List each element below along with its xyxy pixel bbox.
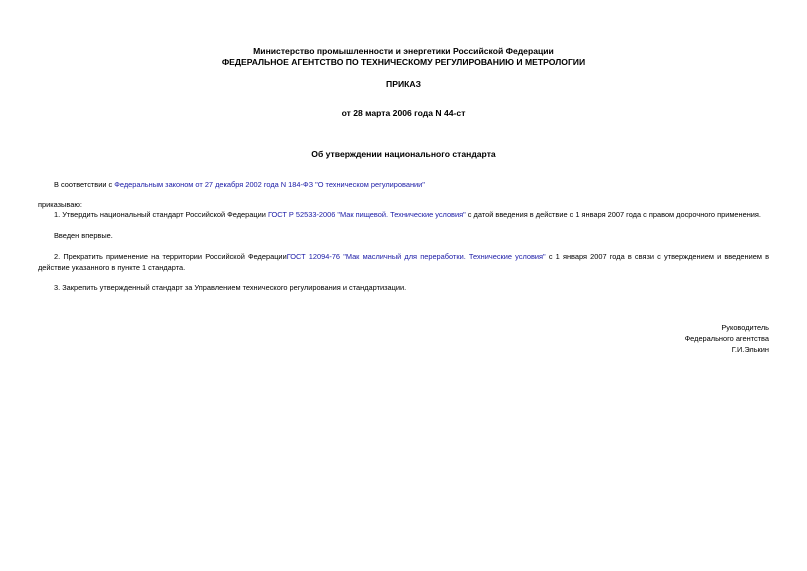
ministry-heading: Министерство промышленности и энергетики Российской Федерации <box>253 46 554 56</box>
item-1-prefix: 1. Утвердить национальный стандарт Российской Федерации <box>54 210 268 219</box>
item-2-prefix: 2. Прекратить применение на территории Российской Федерации <box>54 252 287 261</box>
intro-paragraph <box>54 180 425 190</box>
signature-name: Г.И.Элькин <box>731 345 769 354</box>
item-2-paragraph <box>38 251 769 273</box>
agency-heading: ФЕДЕРАЛЬНОЕ АГЕНТСТВО ПО ТЕХНИЧЕСКОМУ РЕГУЛИРОВАНИЮ И МЕТРОЛОГИИ <box>221 57 586 67</box>
gost-12094-link[interactable]: ГОСТ 12094-76 "Мак масличный для переработки. Технические условия" <box>286 252 546 261</box>
item-3-paragraph: 3. Закрепить утвержденный стандарт за Управлением технического регулирования и стандартизации. <box>54 283 407 292</box>
doc-type-heading: ПРИКАЗ <box>386 79 421 89</box>
intro-prefix: В соответствии с <box>54 180 115 189</box>
order-word: приказываю: <box>38 200 82 209</box>
gost-r-52533-link[interactable]: ГОСТ Р 52533-2006 "Мак пищевой. Технические условия" <box>267 210 466 219</box>
federal-law-link[interactable]: Федеральным законом от 27 декабря 2002 года N 184-ФЗ "О техническом регулировании" <box>114 180 425 189</box>
subject-heading: Об утверждении национального стандарта <box>311 149 496 159</box>
signature-title-line1: Руководитель <box>721 323 769 332</box>
item-1-suffix: с датой введения в действие с 1 января 2007 года с правом досрочного применения. <box>465 210 761 219</box>
item-1-paragraph <box>54 210 761 220</box>
date-number-heading: от 28 марта 2006 года N 44-ст <box>341 108 466 118</box>
item-2-suffix: с 1 января 2007 года в связи с утверждением и введением в действие указанного в пункте 1 стандарта. <box>38 252 769 272</box>
item-1-note: Введен впервые. <box>54 231 113 240</box>
signature-title-line2: Федерального агентства <box>684 334 769 343</box>
